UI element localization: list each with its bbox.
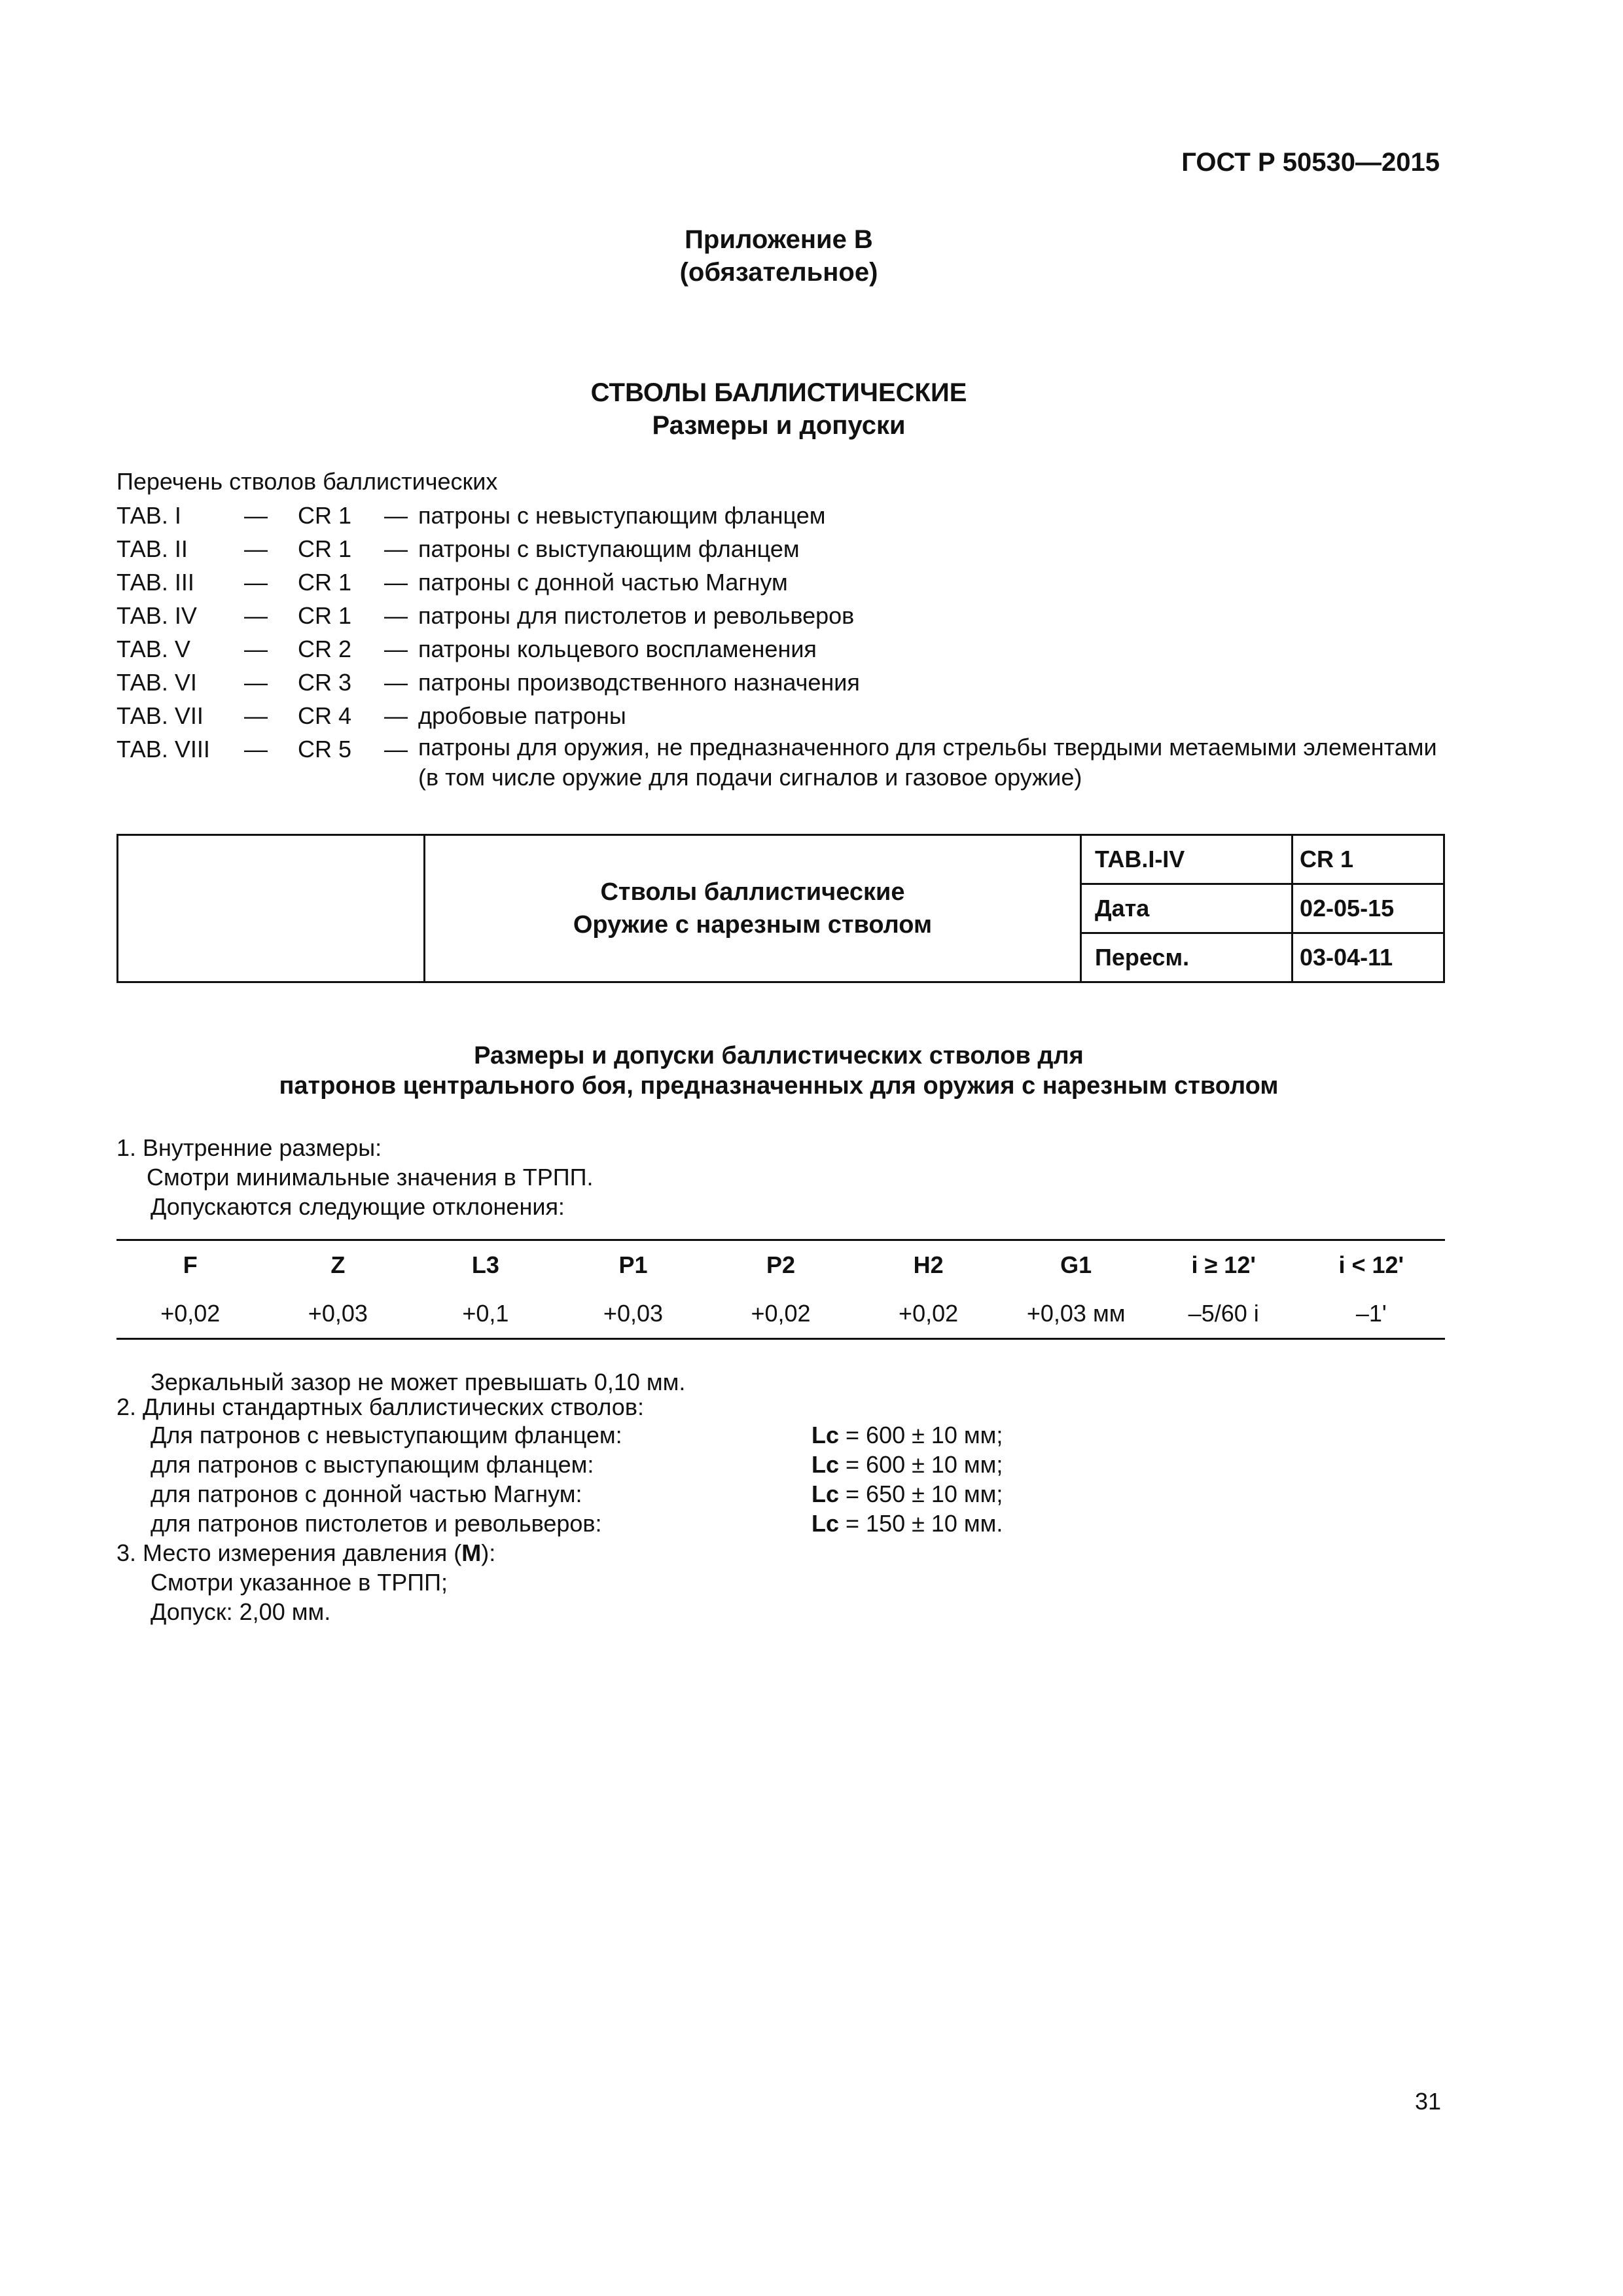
- description: патроны для оружия, не предназначенного для стрельбы твердыми метаемыми элементами (в том числе оружие для подачи сигналов и газовое оружие): [418, 734, 1437, 791]
- tab-code: ТАВ. VII: [116, 702, 204, 729]
- header-cell: P1: [618, 1251, 648, 1278]
- header-box-table: [116, 834, 1445, 983]
- tab-code: ТАВ. VIII: [116, 736, 210, 762]
- item-1-line1: Смотри минимальные значения в ТРПП.: [147, 1164, 594, 1191]
- dash: —: [384, 702, 408, 729]
- value-cell: +0,02: [899, 1300, 959, 1327]
- dims-title-line1: Размеры и допуски баллистических стволов для: [474, 1042, 1084, 1069]
- section-subtitle: Размеры и допуски: [652, 411, 906, 440]
- dash: —: [384, 602, 408, 629]
- item-3-title: [116, 1538, 495, 1568]
- length-amount: = 600 ± 10 мм;: [839, 1422, 1003, 1448]
- box-value: CR 1: [1293, 835, 1444, 884]
- box-title-line1: Стволы баллистические: [600, 878, 905, 906]
- cr-code: CR 1: [298, 569, 352, 596]
- appendix-status: (обязательное): [679, 258, 878, 287]
- barrel-lengths: [151, 1420, 1003, 1538]
- length-row: [151, 1509, 1003, 1538]
- tab-code: ТАВ. IV: [116, 602, 197, 629]
- length-value: [812, 1420, 1003, 1450]
- description: патроны с донной частью Магнум: [418, 569, 788, 596]
- value-cell: +0,02: [160, 1300, 221, 1327]
- length-row: [151, 1420, 1003, 1450]
- length-label: для патронов с выступающим фланцем:: [151, 1451, 594, 1478]
- length-row: [151, 1479, 1003, 1509]
- description: патроны кольцевого воспламенения: [418, 636, 817, 662]
- dash: —: [384, 736, 408, 762]
- description: патроны с выступающим фланцем: [418, 535, 800, 562]
- tab-code: ТАВ. V: [116, 636, 190, 662]
- item-2-title: 2. Длины стандартных баллистических стволов:: [116, 1393, 644, 1420]
- dims-title-line2: патронов центрального боя, предназначенных для оружия с нарезным стволом: [279, 1072, 1279, 1100]
- dash: —: [244, 535, 268, 562]
- list-item: [116, 732, 1445, 793]
- dash: —: [384, 535, 408, 562]
- cr-code: CR 1: [298, 602, 352, 629]
- item-3-line2: Допуск: 2,00 мм.: [151, 1598, 331, 1625]
- dash: —: [244, 669, 268, 696]
- list-item: [116, 565, 1445, 599]
- value-cell: –1': [1355, 1300, 1387, 1327]
- cr-code: CR 1: [298, 502, 352, 529]
- value-cell: +0,1: [462, 1300, 509, 1327]
- length-amount: = 600 ± 10 мм;: [839, 1451, 1003, 1478]
- tolerance-table: [116, 1239, 1445, 1340]
- dash: —: [384, 502, 408, 529]
- box-value: 02-05-15: [1293, 884, 1444, 933]
- cr-code: CR 4: [298, 702, 352, 729]
- standard-number: ГОСТ Р 50530—2015: [1181, 148, 1440, 177]
- table-row: [116, 1289, 1445, 1338]
- box-key: Пересм.: [1081, 933, 1293, 982]
- description: патроны для пистолетов и револьверов: [418, 602, 855, 629]
- length-amount: = 150 ± 10 мм.: [839, 1510, 1003, 1537]
- length-label: Для патронов с невыступающим фланцем:: [151, 1422, 622, 1448]
- dash: —: [244, 736, 268, 762]
- item-3-line1: Смотри указанное в ТРПП;: [151, 1569, 448, 1596]
- list-item: [116, 699, 1445, 732]
- description: патроны с невыступающим фланцем: [418, 502, 826, 529]
- header-cell: Z: [330, 1251, 346, 1278]
- item-1-line2: Допускаются следующие отклонения:: [151, 1193, 565, 1220]
- cr-code: CR 2: [298, 636, 352, 662]
- tab-code: ТАВ. III: [116, 569, 194, 596]
- dash: —: [244, 602, 268, 629]
- box-value: 03-04-11: [1293, 933, 1444, 982]
- page-number: 31: [1414, 2088, 1441, 2115]
- table-header-row: [116, 1241, 1445, 1289]
- blank-cell: [118, 835, 425, 982]
- length-label: для патронов пистолетов и револьверов:: [151, 1510, 602, 1537]
- tab-code: ТАВ. I: [116, 502, 181, 529]
- cr-code: CR 1: [298, 535, 352, 562]
- box-key: Дата: [1081, 884, 1293, 933]
- dash: —: [244, 502, 268, 529]
- header-cell: F: [183, 1251, 198, 1278]
- length-value: [812, 1450, 1003, 1479]
- length-symbol: Lc: [812, 1510, 840, 1537]
- value-cell: +0,03: [603, 1300, 664, 1327]
- dash: —: [384, 636, 408, 662]
- description: дробовые патроны: [418, 702, 626, 729]
- item-1-title: 1. Внутренние размеры:: [116, 1134, 382, 1161]
- dash: —: [244, 702, 268, 729]
- description: патроны производственного назначения: [418, 669, 860, 696]
- table-bottom-rule: [116, 1338, 1445, 1340]
- value-cell: –5/60 i: [1188, 1300, 1259, 1327]
- mirror-gap-note: Зеркальный зазор не может превышать 0,10 мм.: [151, 1369, 686, 1395]
- list-item: [116, 499, 1445, 532]
- value-cell: +0,03 мм: [1026, 1300, 1126, 1327]
- box-key: TAB.I-IV: [1081, 835, 1293, 884]
- section-title: СТВОЛЫ БАЛЛИСТИЧЕСКИЕ: [590, 378, 967, 407]
- value-cell: +0,03: [308, 1300, 368, 1327]
- cr-code: CR 3: [298, 669, 352, 696]
- item-3-title-post: ):: [481, 1539, 496, 1566]
- length-symbol: Lc: [812, 1480, 840, 1507]
- dash: —: [244, 569, 268, 596]
- tab-code: ТАВ. II: [116, 535, 188, 562]
- tab-code: ТАВ. VI: [116, 669, 197, 696]
- length-amount: = 650 ± 10 мм;: [839, 1480, 1003, 1507]
- header-cell: i ≥ 12': [1191, 1251, 1256, 1278]
- value-cell: +0,02: [751, 1300, 811, 1327]
- length-row: [151, 1450, 1003, 1479]
- length-value: [812, 1509, 1003, 1538]
- length-value: [812, 1479, 1003, 1509]
- length-symbol: Lc: [812, 1422, 840, 1448]
- dash: —: [244, 636, 268, 662]
- length-symbol: Lc: [812, 1451, 840, 1478]
- appendix-title: Приложение В: [685, 225, 873, 254]
- length-label: для патронов с донной частью Магнум:: [151, 1480, 582, 1507]
- list-item: [116, 666, 1445, 699]
- header-cell: P2: [766, 1251, 796, 1278]
- list-item: [116, 632, 1445, 666]
- header-cell: G1: [1060, 1251, 1092, 1278]
- box-title-line2: Оружие с нарезным стволом: [573, 911, 933, 939]
- header-cell: L3: [471, 1251, 499, 1278]
- dash: —: [384, 669, 408, 696]
- barrel-list: [116, 465, 1445, 793]
- item-3-symbol: М: [461, 1539, 482, 1566]
- item-1: [116, 1133, 594, 1221]
- box-title-cell: [425, 835, 1081, 982]
- dash: —: [384, 569, 408, 596]
- list-item: [116, 532, 1445, 565]
- cr-code: CR 5: [298, 736, 352, 762]
- item-3-title-pre: 3. Место измерения давления (: [116, 1539, 462, 1566]
- header-cell: H2: [913, 1251, 944, 1278]
- item-3: [116, 1538, 495, 1626]
- barrel-list-intro: Перечень стволов баллистических: [116, 468, 498, 495]
- header-cell: i < 12': [1338, 1251, 1404, 1278]
- list-item: [116, 599, 1445, 632]
